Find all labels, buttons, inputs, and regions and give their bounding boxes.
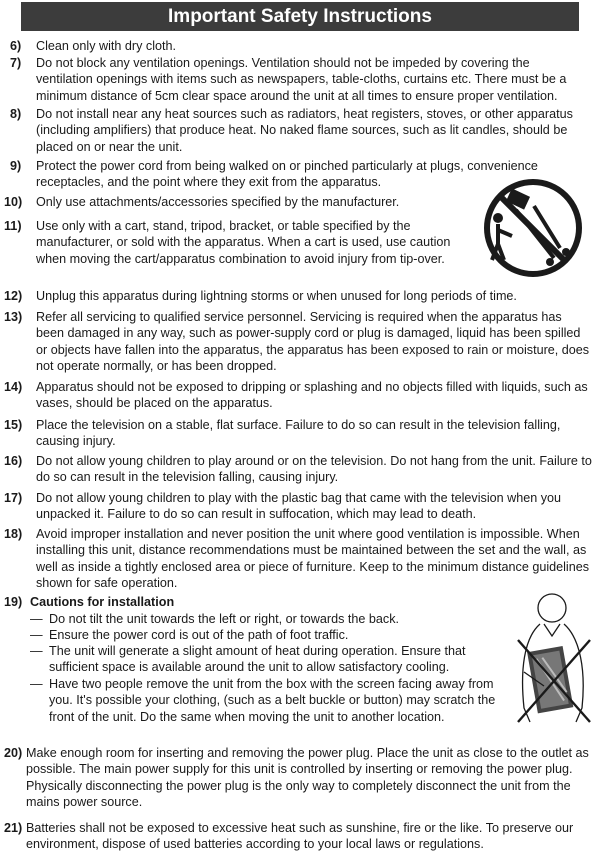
- item-number: 8): [10, 107, 22, 121]
- item-text: Place the television on a stable, flat surface. Failure to do so can result in the television falling, causing injury.: [36, 418, 561, 449]
- item-number: 6): [10, 39, 22, 53]
- item-number: 15): [4, 418, 23, 432]
- item-number: 16): [4, 454, 23, 468]
- item-number: 9): [10, 159, 22, 173]
- item-number: 18): [4, 527, 23, 541]
- dash-bullet: —: [30, 612, 43, 626]
- item-text: Unplug this apparatus during lightning storms or when unused for long periods of time.: [36, 289, 517, 303]
- caution-text: Do not tilt the unit towards the left or right, or towards the back.: [49, 612, 399, 626]
- item-text: Do not install near any heat sources such as radiators, heat registers, stoves, or other apparatus (including amplifiers) that produce heat. No naked flame sources, such as lit candles, should be placed on or near the unit.: [36, 107, 573, 154]
- item-text: Batteries shall not be exposed to excessive heat such as sunshine, fire or the like. To preserve our environment, dispose of used batteries according to your local laws or regulations.: [26, 821, 574, 852]
- dash-bullet: —: [30, 628, 43, 642]
- item-number: 11): [4, 219, 22, 233]
- item-number: 21): [4, 821, 23, 835]
- item-number: 19): [4, 595, 23, 609]
- item-number: 14): [4, 380, 23, 394]
- section-heading: Cautions for installation: [30, 595, 175, 609]
- item-text: Protect the power cord from being walked on or pinched particularly at plugs, convenience receptacles, and the point where they exit from the apparatus.: [36, 159, 538, 190]
- item-text: Do not allow young children to play with the plastic bag that came with the television when you unpacked it. Failure to do so can result in suffocation, which may lead to death.: [36, 491, 562, 522]
- item-number: 10): [4, 195, 23, 209]
- item-text: Only use attachments/accessories specified by the manufacturer.: [36, 195, 400, 209]
- item-text: Refer all servicing to qualified service personnel. Servicing is required when the apparatus has been damaged in any way, such as power-supply cord or plug is damaged, liquid has been spilled or objects have fallen into the apparatus, the apparatus has been exposed to rain or moisture, does not operate normally, or has been dropped.: [36, 310, 590, 374]
- no-single-person-carry-icon: [510, 590, 598, 730]
- item-number: 13): [4, 310, 23, 324]
- item-text: Make enough room for inserting and removing the power plug. Place the unit as close to the outlet as possible. The main power supply for this unit is controlled by inserting or removing the power plug. Physically disconnecting the power plug is the only way to completely disconnect the unit from the mains power source.: [26, 746, 589, 810]
- item-text: Apparatus should not be exposed to dripping or splashing and no objects filled with liquids, such as vases, should be placed on the apparatus.: [36, 380, 588, 411]
- page-title: Important Safety Instructions: [21, 2, 579, 31]
- cart-tipover-warning-icon: [476, 178, 590, 278]
- caution-text: The unit will generate a slight amount of heat during operation. Ensure that sufficient space is available around the unit to allow satisfactory cooling.: [49, 644, 466, 675]
- dash-bullet: —: [30, 677, 43, 691]
- item-number: 20): [4, 746, 23, 760]
- caution-text: Ensure the power cord is out of the path of foot traffic.: [49, 628, 349, 642]
- item-text: Clean only with dry cloth.: [36, 39, 176, 53]
- item-text: Use only with a cart, stand, tripod, bracket, or table specified by the manufacturer, or sold with the apparatus. When a cart is used, use caution when moving the cart/apparatus combination to avoid injury from tip-over.: [36, 219, 451, 266]
- item-number: 7): [10, 56, 22, 70]
- item-text: Do not block any ventilation openings. Ventilation should not be impeded by covering the ventilation openings with items such as newspapers, table-cloths, curtains etc. There must be a minimum distance of 5cm clear space around the unit at all times to ensure proper ventilation.: [36, 56, 567, 103]
- item-text: Avoid improper installation and never position the unit where good ventilation is impossible. When installing this unit, distance recommendations must be maintained between the set and the wall, as well as inside a tightly enclosed area or piece of furniture. Keep to the minimum distance guidelines shown for safe operation.: [36, 527, 590, 591]
- dash-bullet: —: [30, 644, 43, 658]
- item-number: 12): [4, 289, 23, 303]
- caution-text: Have two people remove the unit from the box with the screen facing away from you. It's possible your clothing, (such as a belt buckle or button) may scratch the front of the unit. Do the same when moving the unit to another location.: [49, 677, 496, 724]
- item-number: 17): [4, 491, 23, 505]
- item-text: Do not allow young children to play around or on the television. Do not hang from the unit. Failure to do so can result in the television falling, causing injury.: [36, 454, 592, 485]
